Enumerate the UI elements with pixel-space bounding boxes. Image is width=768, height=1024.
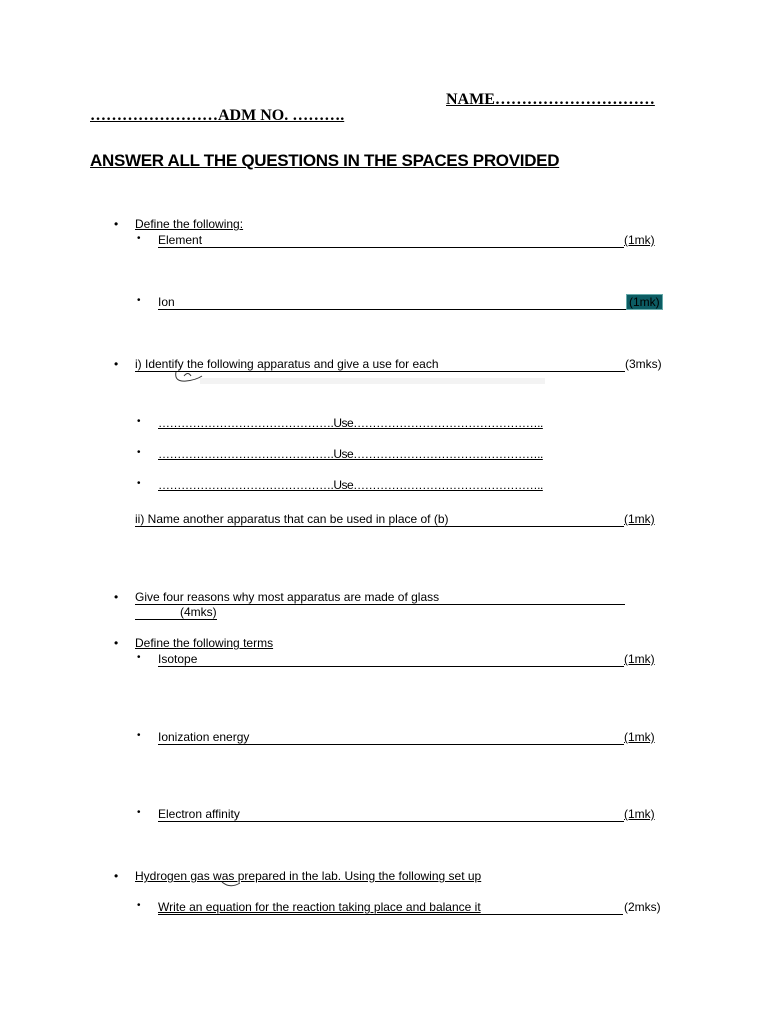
answer-rule bbox=[158, 247, 624, 248]
answer-rule bbox=[158, 744, 624, 745]
answer-line-element bbox=[158, 233, 658, 249]
item-label: Ionization energy bbox=[158, 730, 250, 744]
faint-image-strip bbox=[200, 378, 545, 384]
marks-label: (2mks) bbox=[624, 900, 661, 914]
use-line-c: ……………………………………….Use………………………………………….. bbox=[158, 478, 543, 492]
marks-label: (3mks) bbox=[625, 357, 662, 371]
bullet: • bbox=[137, 416, 141, 427]
question-text: Give four reasons why most apparatus are made of glass bbox=[135, 590, 440, 604]
question-glass-reasons bbox=[135, 590, 625, 606]
bullet: • bbox=[114, 636, 119, 650]
question-hydrogen-gas: Hydrogen gas was prepared in the lab. Using the following set up bbox=[135, 869, 482, 883]
bullet: • bbox=[137, 295, 141, 306]
bullet: • bbox=[137, 447, 141, 458]
page-title: ANSWER ALL THE QUESTIONS IN THE SPACES PROVIDED bbox=[90, 151, 560, 170]
answer-rule bbox=[135, 619, 217, 620]
bullet: • bbox=[137, 233, 141, 244]
marks-label: (1mk) bbox=[624, 807, 655, 821]
answer-rule bbox=[135, 526, 624, 527]
answer-line-ionization-energy bbox=[158, 730, 658, 746]
marks-label: (1mk) bbox=[624, 730, 655, 744]
use-line-b: ……………………………………….Use………………………………………….. bbox=[158, 447, 543, 461]
question-text: i) Identify the following apparatus and give a use for each bbox=[135, 357, 439, 371]
answer-line-isotope bbox=[158, 652, 658, 668]
answer-rule bbox=[158, 666, 624, 667]
question-text: Write an equation for the reaction taking place and balance it bbox=[158, 900, 481, 914]
answer-line-electron-affinity bbox=[158, 807, 658, 823]
adm-no-field: ……………………ADM NO. ………. bbox=[90, 107, 345, 124]
answer-rule bbox=[158, 309, 627, 310]
marks-label-highlighted: (1mk) bbox=[629, 295, 660, 309]
question-identify-apparatus bbox=[135, 357, 665, 373]
marks-label: (1mk) bbox=[624, 233, 655, 247]
bullet: • bbox=[137, 730, 141, 741]
bullet: • bbox=[114, 357, 119, 371]
question-part-ii bbox=[135, 512, 660, 528]
marks-label: (1mk) bbox=[624, 652, 655, 666]
bullet: • bbox=[137, 900, 141, 911]
question-define-terms: Define the following terms bbox=[135, 636, 274, 650]
marks-line bbox=[135, 605, 220, 621]
question-write-equation bbox=[158, 900, 664, 916]
bullet: • bbox=[114, 869, 119, 883]
marks-label: (4mks) bbox=[180, 605, 217, 619]
item-label: Isotope bbox=[158, 652, 198, 666]
answer-rule bbox=[158, 914, 623, 915]
question-define-following: Define the following: bbox=[135, 217, 244, 231]
item-label: Element bbox=[158, 233, 203, 247]
question-text: ii) Name another apparatus that can be used in place of (b) bbox=[135, 512, 449, 526]
use-line-a: ……………………………………….Use………………………………………….. bbox=[158, 416, 543, 430]
answer-line-ion bbox=[158, 295, 662, 311]
bullet: • bbox=[114, 590, 119, 604]
item-label: Ion bbox=[158, 295, 175, 309]
handwritten-mark-icon bbox=[220, 879, 244, 889]
answer-rule bbox=[158, 821, 624, 822]
bullet: • bbox=[137, 807, 141, 818]
bullet: • bbox=[137, 652, 141, 663]
name-field: NAME………………………… bbox=[446, 91, 655, 108]
item-label: Electron affinity bbox=[158, 807, 240, 821]
marks-label: (1mk) bbox=[624, 512, 655, 526]
bullet: • bbox=[137, 478, 141, 489]
bullet: • bbox=[114, 217, 119, 231]
answer-rule bbox=[135, 371, 625, 372]
